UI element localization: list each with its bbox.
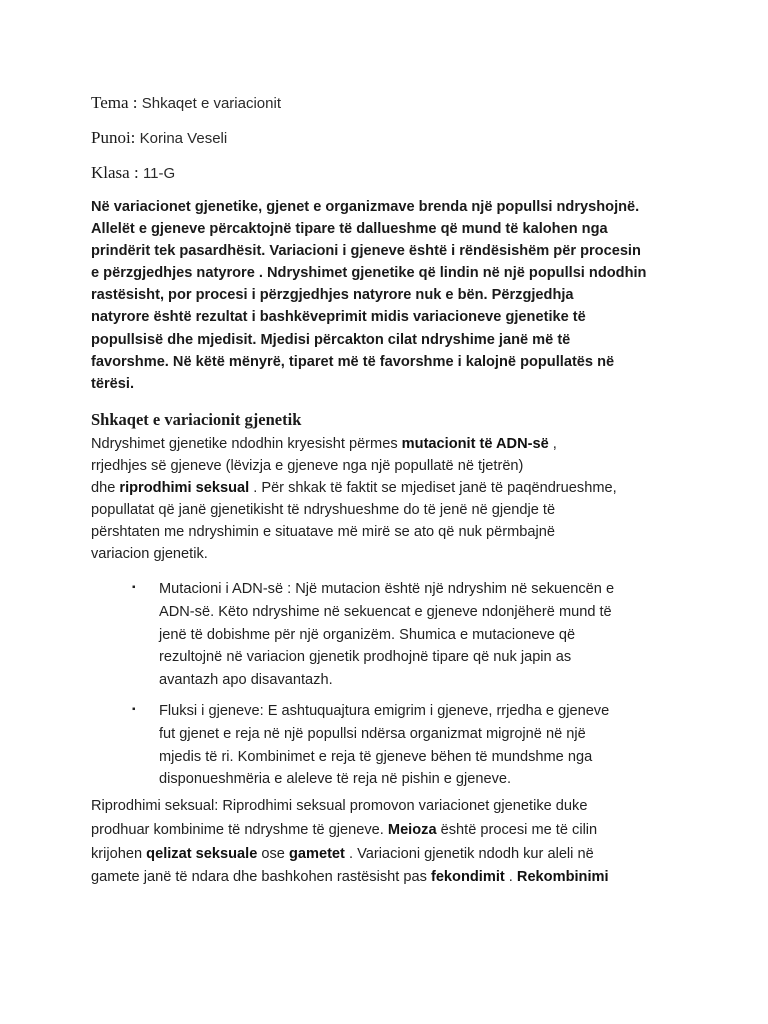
text-run: prodhuar kombinime të ndryshme të gjeneve. xyxy=(91,821,388,838)
section-line: variacion gjenetik. xyxy=(91,546,208,563)
bullet-line: Fluksi i gjeneve: E ashtuquajtura emigrim i gjeneve, rrjedha e gjeneve xyxy=(159,703,610,719)
punoi-value: Korina Veseli xyxy=(139,130,228,147)
text-run: , xyxy=(548,436,557,452)
intro-line: popullsisë dhe mjedisit. Mjedisi përcakton cilat ndryshime janë më të xyxy=(91,331,571,348)
intro-line: prindërit tek pasardhësit. Variacioni i gjeneve është i rëndësishëm për procesin xyxy=(91,243,641,260)
bold-run: riprodhimi seksual xyxy=(119,480,250,497)
text-run: . Për shkak të faktit se mjediset janë të paqëndrueshme, xyxy=(249,480,617,497)
bullet-line: rezultojnë në variacion gjenetik prodhojnë tipare që nuk japin as xyxy=(159,649,572,666)
section-line: rrjedhjes së gjeneve (lëvizja e gjeneve nga një popullatë në tjetrën) xyxy=(91,458,524,475)
punoi-label: Punoi: xyxy=(91,128,136,147)
intro-paragraph xyxy=(91,196,691,395)
bullet-line: ADN-së. Këto ndryshime në sekuencat e gjeneve ndonjëherë mund të xyxy=(159,603,612,620)
section-line xyxy=(91,433,691,455)
bold-run: mutacionit të ADN-së xyxy=(401,436,549,452)
closing-line: Riprodhimi seksual: Riprodhimi seksual promovon variacionet gjenetike duke xyxy=(91,798,588,814)
bullet-line: jenë të dobishme për një organizëm. Shumica e mutacioneve që xyxy=(159,626,576,643)
text-run: është procesi me të cilin xyxy=(436,821,598,838)
text-run: . xyxy=(504,869,517,886)
text-run: . Variacioni gjenetik ndodh kur aleli në xyxy=(344,845,594,862)
text-run: Ndryshimet gjenetike ndodhin kryesisht përmes xyxy=(91,436,402,452)
bullet-marker: ▪ xyxy=(132,582,136,593)
closing-paragraph xyxy=(91,795,691,890)
tema-line xyxy=(91,93,281,113)
section-heading: Shkaqet e variacionit gjenetik xyxy=(91,410,302,429)
intro-line: Në variacionet gjenetike, gjenet e organizmave brenda një popullsi ndryshojnë. xyxy=(91,199,640,215)
intro-line: Allelët e gjeneve përcaktojnë tipare të dallueshme që mund të kalohen nga xyxy=(91,221,608,238)
section-paragraph xyxy=(91,433,691,566)
bullet-line: disponueshmëria e aleleve të reja në pishin e gjeneve. xyxy=(159,771,512,788)
closing-line xyxy=(91,819,691,843)
tema-value: Shkaqet e variacionit xyxy=(141,95,281,112)
section-line: popullatat që janë gjenetikisht të ndryshueshme do të jenë në gjendje të xyxy=(91,502,556,519)
bold-run: fekondimit xyxy=(430,869,505,886)
tema-label: Tema : xyxy=(91,93,138,112)
bullet-item-mutacioni xyxy=(159,578,679,692)
section-line: përshtaten me ndryshimin e situatave më mirë se ato që nuk përmbajnë xyxy=(91,524,555,541)
intro-line: rastësisht, por procesi i përzgjedhjes natyrore nuk e bën. Përzgjedhja xyxy=(91,287,574,304)
bullet-line: fut gjenet e reja në një popullsi ndërsa organizmat migrojnë në një xyxy=(159,725,586,742)
text-run: krijohen xyxy=(91,845,147,862)
intro-line: tërësi. xyxy=(91,375,134,392)
klasa-label: Klasa : xyxy=(91,163,139,182)
bold-run: qelizat seksuale xyxy=(146,845,258,862)
klasa-value: 11-G xyxy=(142,165,176,182)
bullet-line: mjedis të ri. Kombinimet e reja të gjeneve bëhen të mundshme nga xyxy=(159,748,593,765)
bold-run: Meioza xyxy=(387,821,437,838)
section-line xyxy=(91,477,691,499)
klasa-line xyxy=(91,163,175,183)
closing-line xyxy=(91,843,691,867)
bullet-line: avantazh apo disavantazh. xyxy=(159,672,333,689)
bullet-marker: ▪ xyxy=(132,704,136,715)
punoi-line xyxy=(91,128,227,148)
bold-run: gametet xyxy=(288,845,345,862)
text-run: dhe xyxy=(91,480,120,497)
bullet-line: Mutacioni i ADN-së : Një mutacion është një ndryshim në sekuencën e xyxy=(159,581,615,597)
intro-line: favorshme. Në këtë mënyrë, tiparet më të favorshme i kalojnë popullatës në xyxy=(91,353,615,370)
text-run: gamete janë të ndara dhe bashkohen rastësisht pas xyxy=(91,869,431,886)
intro-line: natyrore është rezultat i bashkëveprimit midis variacioneve gjenetike të xyxy=(91,309,586,326)
closing-line xyxy=(91,866,691,890)
bullet-item-fluksi xyxy=(159,700,679,791)
text-run: ose xyxy=(257,845,289,862)
bold-run: Rekombinimi xyxy=(516,869,609,886)
intro-line: e përzgjedhjes natyrore . Ndryshimet gjenetike që lindin në një popullsi ndodhin xyxy=(91,265,647,282)
